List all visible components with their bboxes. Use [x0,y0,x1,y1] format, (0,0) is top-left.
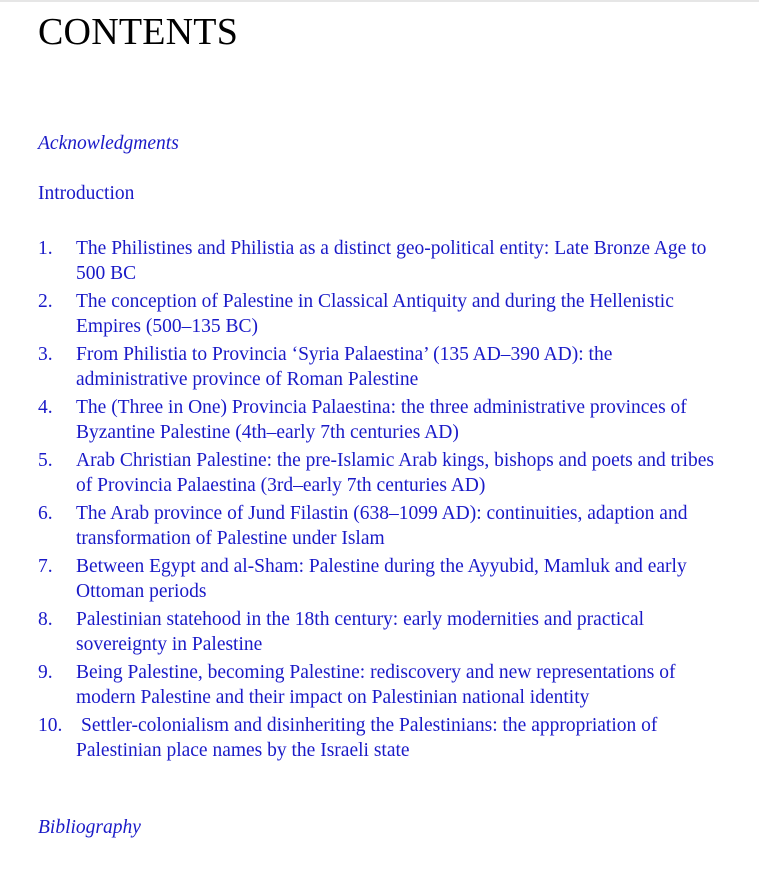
toc-link-chapter-8[interactable]: Palestinian statehood in the 18th century: early modernities and practical sovereignty in Palestine [76,609,645,655]
toc-link-chapter-3[interactable]: From Philistia to Provincia ‘Syria Palaestina’ (135 AD–390 AD): the administrative province of Roman Palestine [76,344,613,390]
toc-item-chapter-7 [38,555,728,604]
chapter-number: 7. [38,556,53,577]
toc-item-chapter-8 [38,608,728,657]
toc-link-chapter-1[interactable]: The Philistines and Philistia as a distinct geo-political entity: Late Bronze Age to 500 BC [76,238,707,284]
toc-item-chapter-3 [38,343,728,392]
chapter-number: 10. [38,715,63,736]
toc-link-chapter-2[interactable]: The conception of Palestine in Classical Antiquity and during the Hellenistic Empires (500–135 BC) [76,291,674,337]
chapter-number: 6. [38,503,53,524]
toc-link-chapter-7[interactable]: Between Egypt and al-Sham: Palestine during the Ayyubid, Mamluk and early Ottoman periods [76,556,687,602]
chapter-number: 5. [38,450,53,471]
toc-item-chapter-1 [38,237,728,286]
toc-item-chapter-5 [38,449,728,498]
page-title: CONTENTS [38,11,239,53]
toc-link-chapter-10[interactable]: Settler-colonialism and disinheriting the Palestinians: the appropriation of Palestinian place names by the Israeli state [76,715,658,761]
toc-link-acknowledgments[interactable]: Acknowledgments [38,133,179,154]
toc-item-chapter-9 [38,661,728,710]
chapter-number: 2. [38,291,53,312]
toc-link-chapter-6[interactable]: The Arab province of Jund Filastin (638–1099 AD): continuities, adaption and transformation of Palestine under Islam [76,503,688,549]
toc-link-introduction[interactable]: Introduction [38,183,135,204]
chapter-number: 3. [38,344,53,365]
chapter-list [38,237,728,767]
chapter-number: 9. [38,662,53,683]
toc-item-chapter-4 [38,396,728,445]
toc-item-chapter-6 [38,502,728,551]
chapter-number: 1. [38,238,53,259]
toc-link-chapter-4[interactable]: The (Three in One) Provincia Palaestina: the three administrative provinces of Byzantine Palestine (4th–early 7th centuries AD) [76,397,687,443]
toc-link-chapter-9[interactable]: Being Palestine, becoming Palestine: rediscovery and new representations of modern Palestine and their impact on Palestinian national identity [76,662,676,708]
toc-item-chapter-10 [38,714,728,763]
toc-link-bibliography[interactable]: Bibliography [38,817,141,838]
toc-item-chapter-2 [38,290,728,339]
chapter-number: 4. [38,397,53,418]
chapter-number: 8. [38,609,53,630]
toc-link-chapter-5[interactable]: Arab Christian Palestine: the pre-Islamic Arab kings, bishops and poets and tribes of Provincia Palaestina (3rd–early 7th centuries AD) [76,450,714,496]
top-divider [0,0,759,2]
